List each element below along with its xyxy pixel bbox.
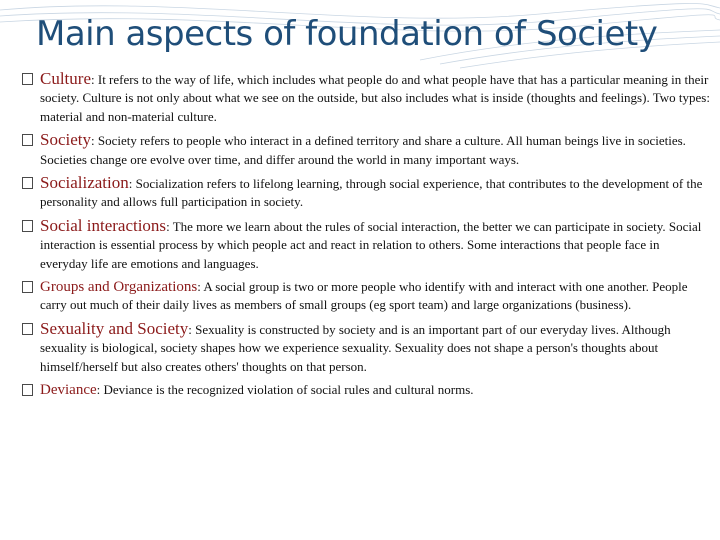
list-item-groups-organizations: [22, 278, 710, 315]
item-heading: Deviance: [40, 382, 97, 399]
square-box-icon: [22, 177, 33, 189]
item-text: : Socialization refers to lifelong learning, through social experience, that contributes to the development of the personality and allows full participation in society.: [40, 176, 703, 210]
square-box-icon: [22, 384, 33, 396]
list-item-culture: [22, 70, 710, 126]
square-box-icon: [22, 134, 33, 146]
list-item-socialization: [22, 174, 710, 212]
list-item-society: [22, 131, 710, 169]
item-heading: Sexuality and Society: [40, 318, 189, 338]
item-text: : Deviance is the recognized violation of social rules and cultural norms.: [96, 382, 474, 398]
item-text: : It refers to the way of life, which includes what people do and what people have that has a particular meaning in their society. Culture is not only about what we see on the outside, but also includes what is inside (thoughts and feelings). Two types: material and non-material culture.: [40, 72, 710, 124]
item-text: : Sexuality is constructed by society and is an important part of our everyday lives. Although sexuality is biological, society shapes how we experience sexuality. Sexuality does not shape a person's thoughts about himself/herself but also creates others' thoughts on that person.: [40, 321, 671, 374]
item-heading: Society: [40, 130, 91, 150]
item-text: : Society refers to people who interact in a defined territory and share a culture. All human beings live in societies. Societies change ore evolve over time, and differ around the world in many important ways.: [40, 133, 686, 167]
square-box-icon: [22, 281, 33, 293]
square-box-icon: [22, 323, 33, 335]
item-heading: Culture: [40, 69, 91, 88]
page-title: Main aspects of foundation of Society: [36, 14, 658, 54]
item-heading: Groups and Organizations: [40, 279, 198, 296]
square-box-icon: [22, 73, 33, 85]
list-item-sexuality-society: [22, 320, 710, 376]
list-item-deviance: [22, 381, 710, 399]
list-item-social-interactions: [22, 217, 710, 273]
item-text: : The more we learn about the rules of social interaction, the better we can participate in society. Social interaction is essential process by which people act and react in relation to others. Some interactions that people face in everyday life are emotions and languages.: [40, 218, 702, 271]
item-text: : A social group is two or more people who identify with and interact with one another. People carry out much of their daily lives as members of small groups (eg sport team) and large organizations (business).: [40, 279, 688, 313]
bullet-list: [22, 70, 710, 405]
square-box-icon: [22, 220, 33, 232]
item-heading: Socialization: [40, 173, 129, 193]
item-heading: Social interactions: [40, 215, 167, 235]
